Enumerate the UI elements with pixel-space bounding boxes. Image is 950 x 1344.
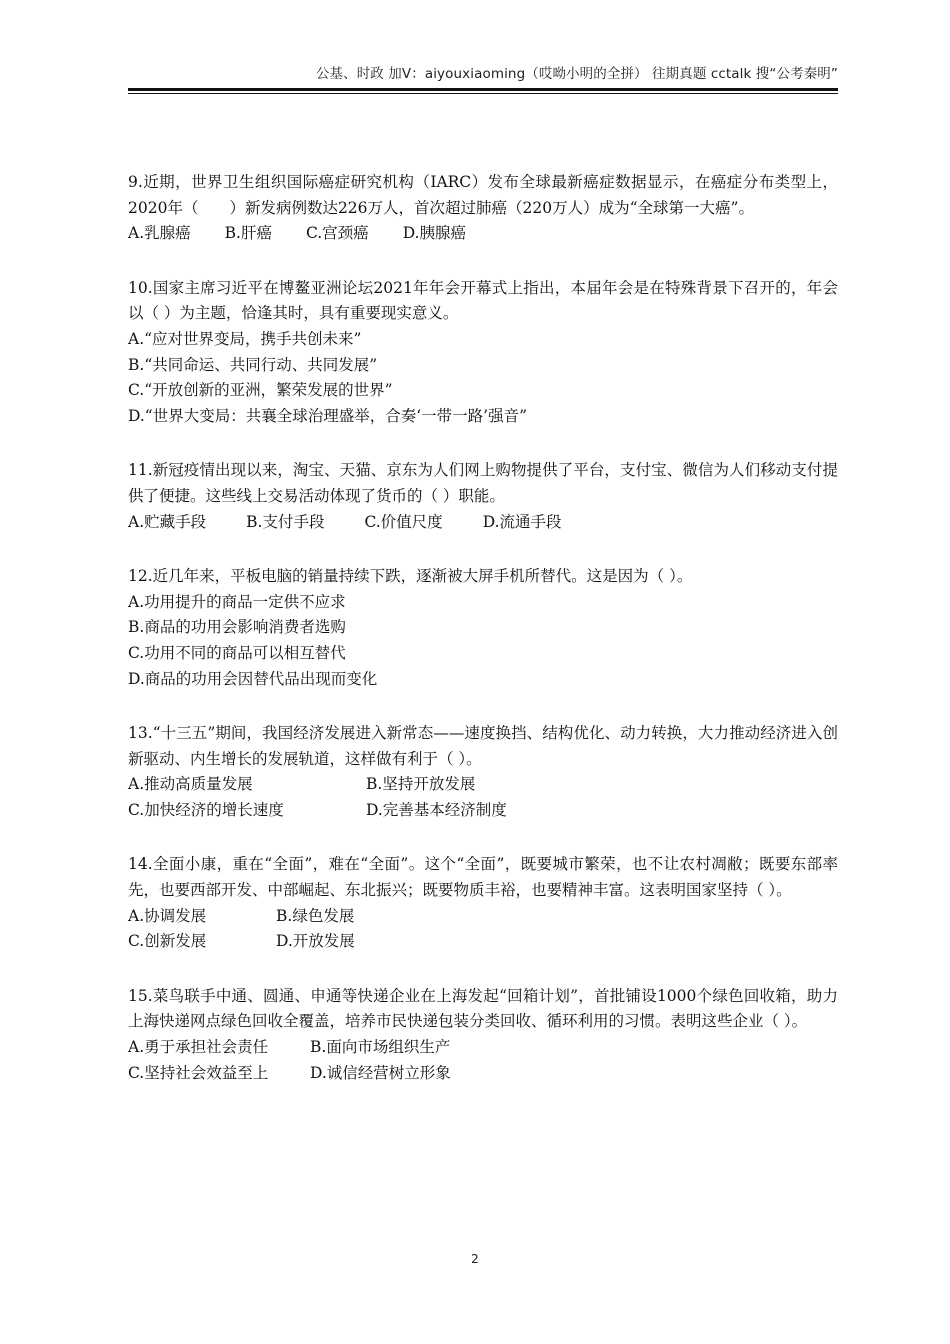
- question-stem: 10.国家主席习近平在博鳌亚洲论坛2021年年会开幕式上指出，本届年会是在特殊背景下召开的，年会以（ ）为主题，恰逢其时，具有重要现实意义。: [128, 278, 838, 323]
- option-c: C.加快经济的增长速度: [128, 800, 284, 819]
- option-c: C.价值尺度: [364, 512, 443, 531]
- option-a: A.贮藏手段: [128, 512, 207, 531]
- question-stem: 13.“十三五”期间，我国经济发展进入新常态——速度换挡、结构优化、动力转换，大力推动经济进入创新驱动、内生增长的发展轨道，这样做有利于（ ）。: [128, 724, 838, 768]
- option-b: B.面向市场组织生产: [310, 1038, 451, 1057]
- option-c: C.宫颈癌: [305, 224, 369, 243]
- question-12: [128, 564, 838, 692]
- answer-options: [128, 221, 838, 247]
- header-rule: [128, 88, 838, 91]
- question-stem: 12.近几年来，平板电脑的销量持续下跌，逐渐被大屏手机所替代。这是因为（ ）。: [128, 567, 693, 586]
- question-14: [128, 852, 838, 954]
- option-b: B.绿色发展: [276, 906, 355, 925]
- option-a: A.乳腺癌: [128, 224, 191, 243]
- option-d: D.完善基本经济制度: [366, 800, 507, 819]
- option-a: A.勇于承担社会责任: [128, 1038, 269, 1057]
- option-a: A.功用提升的商品一定供不应求: [128, 592, 346, 611]
- page-header: 公基、时政 加V：aiyouxiaoming（哎呦小明的全拼） 往期真题 cctalk 搜“公考秦明”: [315, 66, 838, 82]
- question-10: [128, 276, 838, 430]
- option-b: B.肝癌: [224, 224, 272, 243]
- answer-options: [128, 772, 838, 823]
- option-d: D.诚信经营树立形象: [310, 1063, 451, 1082]
- header-rule-secondary: [128, 93, 838, 94]
- option-d: D.开放发展: [276, 932, 355, 951]
- option-c: C.创新发展: [128, 932, 207, 951]
- page-number: 2: [471, 1252, 479, 1266]
- question-stem: 9.近期，世界卫生组织国际癌症研究机构（IARC）发布全球最新癌症数据显示，在癌症分布类型上，2020年（ ）新发病例数达226万人，首次超过肺癌（220万人）成为“全球第一大癌”。: [128, 173, 838, 217]
- answer-options: [128, 904, 838, 955]
- option-b: B.商品的功用会影响消费者选购: [128, 618, 346, 637]
- answer-options: [128, 1035, 838, 1086]
- question-15: [128, 984, 838, 1086]
- option-a: A.推动高质量发展: [128, 775, 253, 794]
- question-stem: 14.全面小康，重在“全面”，难在“全面”。这个“全面”，既要城市繁荣，也不让农村凋敝；既要东部率先，也要西部开发、中部崛起、东北振兴；既要物质丰裕，也要精神丰富。这表明国家坚持（ ）。: [128, 855, 838, 900]
- option-d: D.“世界大变局：共襄全球治理盛举，合奏‘一带一路’强音”: [128, 406, 528, 425]
- option-d: D.商品的功用会因替代品出现而变化: [128, 669, 378, 688]
- question-11: [128, 458, 838, 535]
- question-stem: 15.菜鸟联手中通、圆通、申通等快递企业在上海发起“回箱计划”，首批铺设1000个绿色回收箱，助力上海快递网点绿色回收全覆盖，培养市民快递包装分类回收、循环利用的习惯。表明这些企业（ ）。: [128, 986, 838, 1031]
- question-stem: 11.新冠疫情出现以来，淘宝、天猫、京东为人们网上购物提供了平台，支付宝、微信为人们移动支付提供了便捷。这些线上交易活动体现了货币的（ ）职能。: [128, 461, 838, 505]
- question-list: [128, 170, 838, 1115]
- option-c: C.坚持社会效益至上: [128, 1063, 269, 1082]
- option-d: D.胰腺癌: [402, 224, 466, 243]
- answer-options: [128, 327, 838, 429]
- question-9: [128, 170, 838, 247]
- option-b: B.支付手段: [246, 512, 325, 531]
- option-a: A.协调发展: [128, 906, 207, 925]
- option-d: D.流通手段: [482, 512, 562, 531]
- option-b: B.坚持开放发展: [366, 775, 476, 794]
- option-b: B.“共同命运、共同行动、共同发展”: [128, 355, 378, 374]
- option-c: C.功用不同的商品可以相互替代: [128, 643, 346, 662]
- question-13: [128, 721, 838, 823]
- option-a: A.“应对世界变局，携手共创未来”: [128, 329, 362, 348]
- answer-options: [128, 510, 838, 536]
- answer-options: [128, 590, 838, 692]
- option-c: C.“开放创新的亚洲，繁荣发展的世界”: [128, 381, 393, 400]
